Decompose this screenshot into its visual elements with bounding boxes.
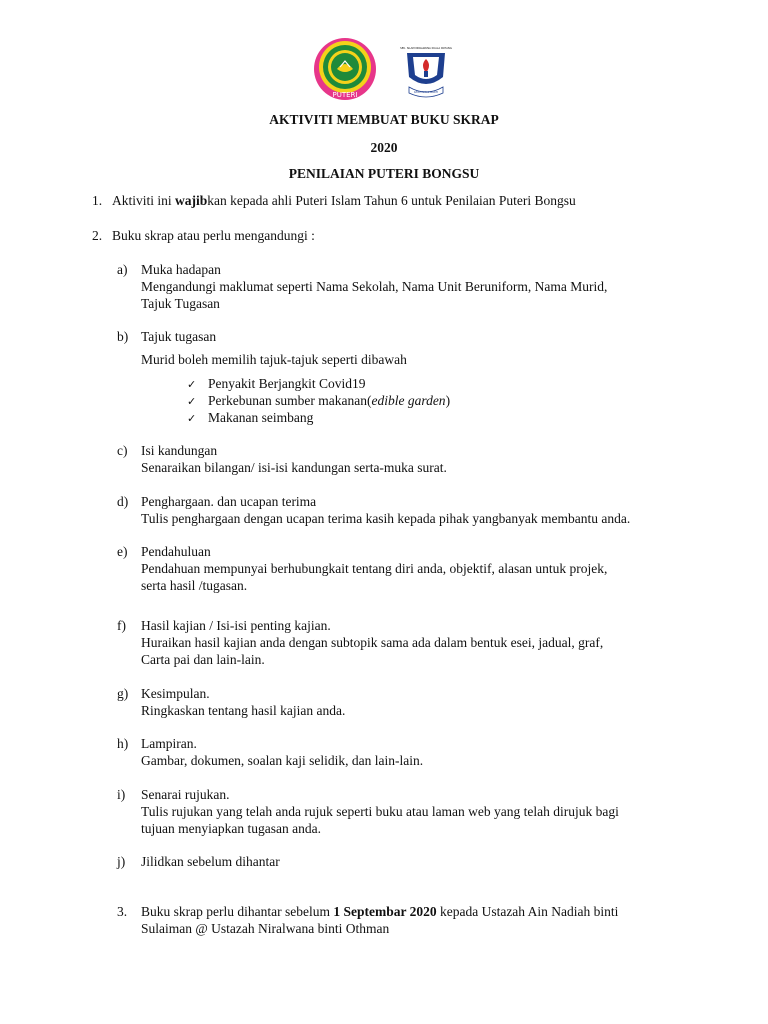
sub-text: Senaraikan bilangan/ isi-isi kandungan serta-muka surat. [141, 460, 447, 475]
topic-item-3 [187, 409, 313, 427]
sub-text: Tulis rujukan yang telah anda rujuk seperti buku atau laman web yang telah dirujuk bagi [141, 804, 619, 819]
page-subtitle: PENILAIAN PUTERI BONGSU [288, 166, 480, 181]
sub-label: a) [117, 262, 128, 277]
checkmark-icon: ✓ [187, 395, 197, 408]
text-segment: kepada Ustazah Ain Nadiah binti [436, 904, 619, 919]
text-segment: kan kepada ahli Puteri Islam Tahun 6 untuk Penilaian Puteri Bongsu [207, 193, 576, 208]
sub-text: Murid boleh memilih tajuk-tajuk seperti dibawah [141, 352, 407, 367]
topic-item-1 [187, 375, 366, 393]
sub-text: Pendahuan mempunyai berhubungkait tentang diri anda, objektif, alasan untuk projek, [141, 561, 608, 576]
sub-title: Lampiran. [141, 736, 197, 751]
list-item-1 [92, 192, 576, 209]
puteri-logo-text: PUTERI [332, 91, 358, 99]
sub-title: Penghargaan. dan ucapan terima [141, 494, 317, 509]
school-logo-text: SEK. ISLAM NIRALWANA KUALA PAHANG [400, 47, 452, 50]
sub-title: Isi kandungan [141, 443, 218, 458]
bold-text: wajib [175, 193, 208, 208]
sub-title: Muka hadapan [141, 262, 221, 277]
italic-text: edible garden [371, 393, 446, 408]
topic-text: Perkebunan sumber makanan( [208, 393, 372, 408]
sub-text: tujuan menyiapkan tugasan anda. [141, 821, 321, 836]
sub-title: Hasil kajian / Isi-isi penting kajian. [141, 618, 331, 633]
topic-item-2 [187, 392, 450, 410]
sub-label: i) [117, 787, 126, 802]
sub-title: Senarai rujukan. [141, 787, 230, 802]
list-number: 3. [117, 904, 128, 919]
sub-text: serta hasil /tugasan. [141, 578, 248, 593]
sub-label: c) [117, 443, 128, 458]
text-segment: Buku skrap atau perlu mengandungi : [112, 228, 315, 243]
sub-title: Kesimpulan. [141, 686, 210, 701]
sub-text: Mengandungi maklumat seperti Nama Sekolah, Nama Unit Beruniform, Nama Murid, [141, 279, 608, 294]
school-motto: ILMU AMAL BAKTI [413, 90, 439, 94]
puteri-islam-logo [313, 37, 377, 101]
topic-text: ) [445, 393, 451, 408]
text-segment: Aktiviti ini [112, 193, 176, 208]
list-item-2 [92, 227, 315, 244]
sub-label: b) [117, 329, 129, 344]
sub-title: Pendahuluan [141, 544, 211, 559]
school-crest-logo [399, 43, 453, 101]
sub-text: Huraikan hasil kajian anda dengan subtopik sama ada dalam bentuk esei, jadual, graf, [141, 635, 604, 650]
checkmark-icon: ✓ [187, 412, 197, 425]
sub-text: Ringkaskan tentang hasil kajian anda. [141, 703, 346, 718]
page-year: 2020 [370, 140, 398, 155]
topic-text: Makanan seimbang [208, 410, 314, 425]
sub-text: Carta pai dan lain-lain. [141, 652, 265, 667]
list-number: 1. [92, 193, 103, 208]
sub-label: h) [117, 736, 129, 751]
list-number: 2. [92, 228, 103, 243]
sub-text: Tulis penghargaan dengan ucapan terima kasih kepada pihak yangbanyak membantu anda. [141, 511, 631, 526]
sub-label: g) [117, 686, 129, 701]
page-title: AKTIVITI MEMBUAT BUKU SKRAP [269, 112, 499, 127]
text-segment: Buku skrap perlu dihantar sebelum [141, 904, 334, 919]
sub-label: d) [117, 494, 129, 509]
sub-title: Tajuk tugasan [141, 329, 217, 344]
sub-label: j) [117, 854, 126, 869]
sub-text: Gambar, dokumen, soalan kaji selidik, dan lain-lain. [141, 753, 424, 768]
sub-text: Tajuk Tugasan [141, 296, 220, 311]
bold-text: 1 Septembar 2020 [333, 904, 437, 919]
sub-title: Jilidkan sebelum dihantar [141, 854, 280, 869]
sub-label: f) [117, 618, 126, 633]
checkmark-icon: ✓ [187, 378, 197, 391]
topic-text: Penyakit Berjangkit Covid19 [208, 376, 366, 391]
sub-label: e) [117, 544, 128, 559]
sub-text: Sulaiman @ Ustazah Niralwana binti Othman [141, 921, 390, 936]
